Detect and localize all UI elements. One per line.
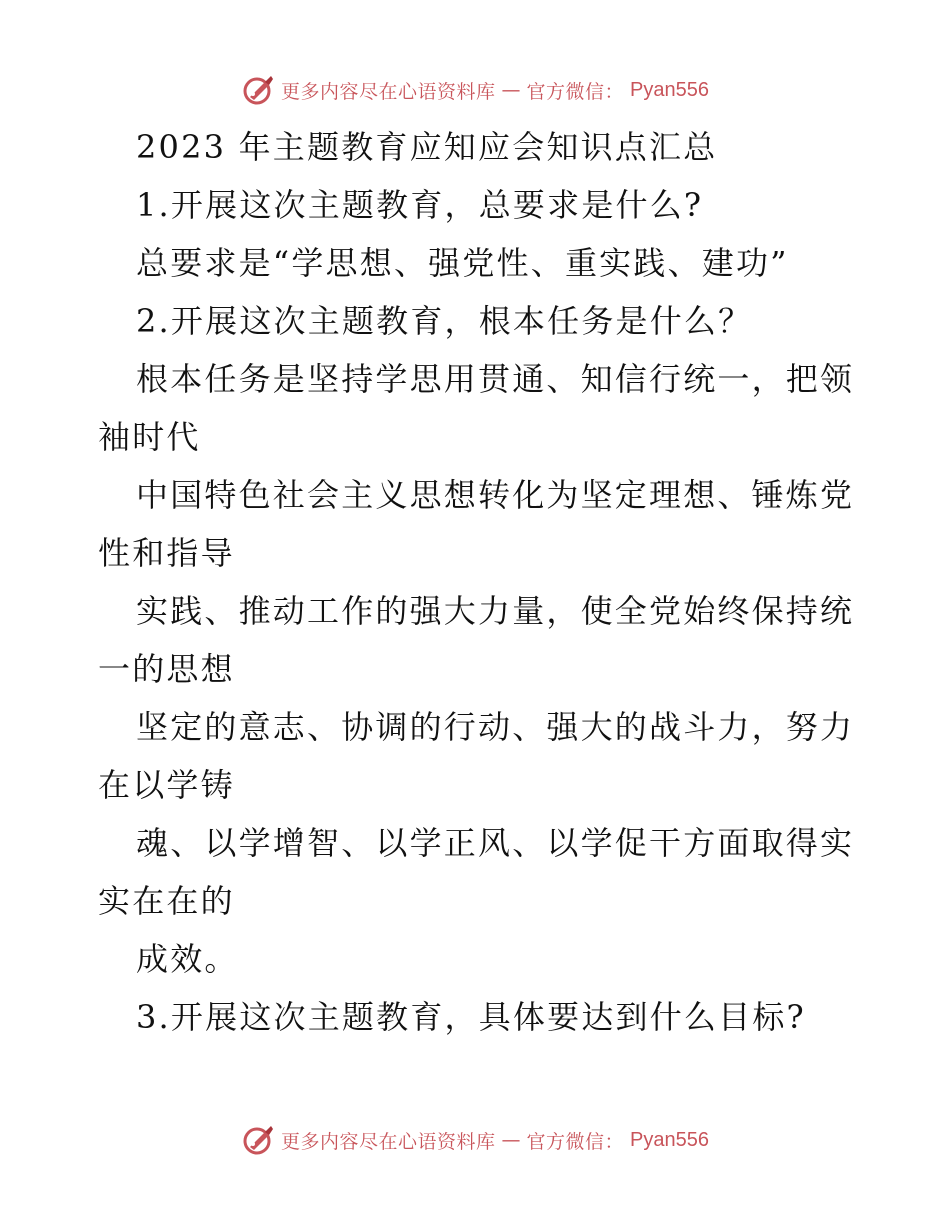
watermark-text: 更多内容尽在心语资料库 <box>281 80 496 103</box>
watermark-separator: — <box>501 79 521 101</box>
pen-logo-icon <box>241 1123 275 1157</box>
answer-2-line: 实在在的 <box>98 882 235 920</box>
pen-logo-icon <box>241 73 275 107</box>
document-title: 2023 年主题教育应知应会知识点汇总 <box>136 128 718 166</box>
watermark-wechat-id: Pyan556 <box>630 78 709 101</box>
watermark-text: 更多内容尽在心语资料库 <box>281 1130 496 1153</box>
answer-2-line: 袖时代 <box>98 418 201 456</box>
answer-2-line: 中国特色社会主义思想转化为坚定理想、锤炼党 <box>136 476 855 514</box>
question-1: 1.开展这次主题教育，总要求是什么? <box>136 186 704 224</box>
answer-2-line: 根本任务是坚持学思用贯通、知信行统一，把领 <box>136 360 855 398</box>
answer-2-line: 性和指导 <box>98 534 235 572</box>
watermark-wechat-id: Pyan556 <box>630 1128 709 1151</box>
document-body <box>98 118 858 1046</box>
answer-1: 总要求是“学思想、强党性、重实践、建功” <box>136 244 789 282</box>
question-3: 3.开展这次主题教育，具体要达到什么目标? <box>136 998 806 1036</box>
watermark-separator: — <box>501 1129 521 1151</box>
answer-2-line: 实践、推动工作的强大力量，使全党始终保持统 <box>136 592 855 630</box>
watermark-wechat-label: 官方微信： <box>526 80 625 103</box>
question-2: 2.开展这次主题教育，根本任务是什么？ <box>136 302 753 340</box>
watermark-wechat-label: 官方微信： <box>526 1130 625 1153</box>
answer-2-line: 魂、以学增智、以学正风、以学促干方面取得实 <box>136 824 855 862</box>
answer-2-line: 一的思想 <box>98 650 235 688</box>
answer-2-line: 成效。 <box>136 940 239 978</box>
answer-2-line: 坚定的意志、协调的行动、强大的战斗力，努力 <box>136 708 855 746</box>
answer-2-line: 在以学铸 <box>98 766 235 804</box>
header-watermark <box>0 70 950 110</box>
footer-watermark <box>0 1120 950 1160</box>
